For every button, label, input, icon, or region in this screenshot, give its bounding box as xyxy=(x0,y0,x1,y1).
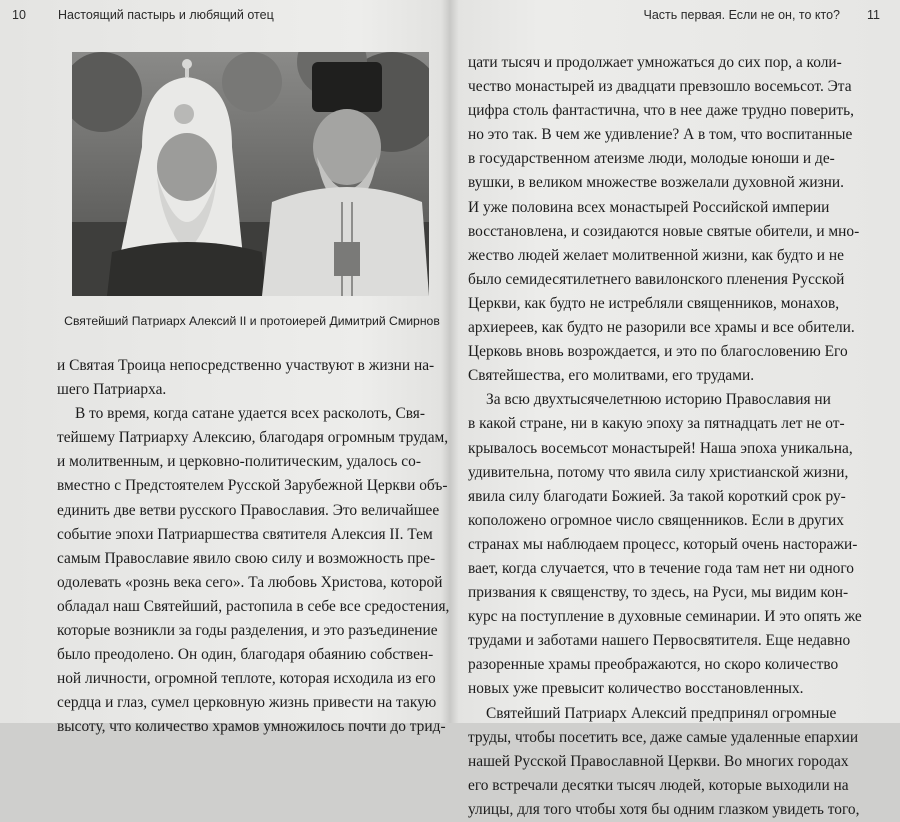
text-line: нашей Русской Православной Церкви. Во многих городах xyxy=(468,752,849,770)
photo-caption: Святейший Патриарх Алексий II и протоиерей Димитрий Смирнов xyxy=(64,314,440,328)
text-line: коположено огромное число священников. Если в других xyxy=(468,511,844,529)
text-line: Святейший Патриарх Алексий предпринял огромные xyxy=(486,704,837,722)
text-line: цифра столь фантастична, что в нее даже трудно поверить, xyxy=(468,102,854,120)
text-line: но это так. В чем же удивление? А в том, что воспитанные xyxy=(468,126,853,144)
text-line: вместно с Предстоятелем Русской Зарубежной Церкви объ- xyxy=(57,477,448,495)
page-number-left: 10 xyxy=(12,8,26,22)
text-line: и Святая Троица непосредственно участвуют в жизни на- xyxy=(57,357,435,374)
text-line: вает, когда случается, что в течение года там нет ни одного xyxy=(468,559,855,577)
text-line: явила силу благодати Божией. За такой короткий срок ру- xyxy=(468,487,846,505)
text-line: было преодолено. Он один, благодаря обаянию собствен- xyxy=(57,646,434,664)
text-line: цати тысяч и продолжает умножаться до сих пор, а коли- xyxy=(468,54,842,71)
left-page xyxy=(0,0,450,736)
text-line: Церковь вновь возрождается, и это по благословению Его xyxy=(468,343,848,361)
running-head-left: Настоящий пастырь и любящий отец xyxy=(58,8,274,22)
text-line: обладал наш Святейший, растопила в себе все средостения, xyxy=(57,597,450,615)
text-line: удивительна, потому что явила силу христианской жизни, xyxy=(468,463,849,481)
text-line: в государственном атеизме люди, молодые юноши и де- xyxy=(468,150,835,168)
text-line: которые возникли за годы разделения, и это разъединение xyxy=(57,622,438,640)
text-line: чество монастырей из двадцати превзошло восемьсот. Эта xyxy=(468,78,852,96)
text-line: событие эпохи Патриаршества святителя Алексия II. Тем xyxy=(57,525,433,543)
running-head-right: Часть первая. Если не он, то кто? xyxy=(643,8,840,22)
text-line: его встречали десятки тысяч людей, которые выходили на xyxy=(468,776,849,794)
text-line: самым Православие явило свою силу и возможность пре- xyxy=(57,549,436,567)
page-number-right: 11 xyxy=(867,8,880,22)
text-line: восстановлена, и созидаются новые святые обители, и мно- xyxy=(468,222,860,240)
text-line: труды, чтобы посетить все, даже самые удаленные епархии xyxy=(468,728,859,746)
text-line: Святейшества, его молитвами, его трудами. xyxy=(468,367,755,385)
text-line: архиереев, как будто не разорили все храмы и все обители. xyxy=(468,319,855,337)
text-line: В то время, когда сатане удается всех расколоть, Свя- xyxy=(75,405,425,423)
text-line: было семидесятилетнего вавилонского пленения Русской xyxy=(468,270,845,288)
text-line: и молитвенным, и церковно-политическим, удалось со- xyxy=(57,453,421,471)
text-line: сердца и глаз, сумел церковную жизнь привести на такую xyxy=(57,694,437,712)
text-line: курс на поступление в духовные семинарии. И это опять же xyxy=(468,608,862,626)
text-line: ной личности, огромной теплоте, которая исходила из его xyxy=(57,670,436,688)
right-page xyxy=(451,0,900,818)
text-line: И уже половина всех монастырей Российской империи xyxy=(468,198,830,216)
photo-patriarch-and-priest xyxy=(72,52,429,296)
text-line: крывалось восемьсот монастырей! Наша эпоха уникальна, xyxy=(468,439,853,457)
left-body-text xyxy=(57,354,450,740)
text-line: одолевать «рознь века сего». Та любовь Христова, которой xyxy=(57,573,443,591)
text-line: разоренные храмы преображаются, но скоро количество xyxy=(468,656,839,674)
text-line: призвания к священству, то здесь, на Руси, мы видим кон- xyxy=(468,584,849,602)
right-body-text xyxy=(468,51,883,822)
text-line: высоту, что количество храмов умножилось почти до трид- xyxy=(57,718,446,736)
text-line: За всю двухтысячелетнюю историю Православия ни xyxy=(486,391,831,409)
text-line: единить две ветви русского Православия. Это величайшее xyxy=(57,501,440,519)
text-line: жество людей желает молитвенной жизни, как будто и не xyxy=(468,246,844,264)
text-line: улицы, для того чтобы хотя бы одним глазком увидеть того, xyxy=(468,800,860,818)
text-line: новых уже превысит количество восстановленных. xyxy=(468,680,804,698)
text-line: Церкви, как будто не истребляли священников, монахов, xyxy=(468,294,840,312)
text-line: в какой стране, ни в какую эпоху за пятнадцать лет не от- xyxy=(468,415,845,433)
text-line: шего Патриарха. xyxy=(57,381,167,399)
text-line: трудами и заботами нашего Первосвятителя. Еще недавно xyxy=(468,632,851,650)
text-line: тейшему Патриарху Алексию, благодаря огромным трудам, xyxy=(57,429,449,447)
text-line: странах мы наблюдаем процесс, который очень насторажи- xyxy=(468,535,858,553)
text-line: вушки, в великом множестве возжелали духовной жизни. xyxy=(468,174,844,192)
